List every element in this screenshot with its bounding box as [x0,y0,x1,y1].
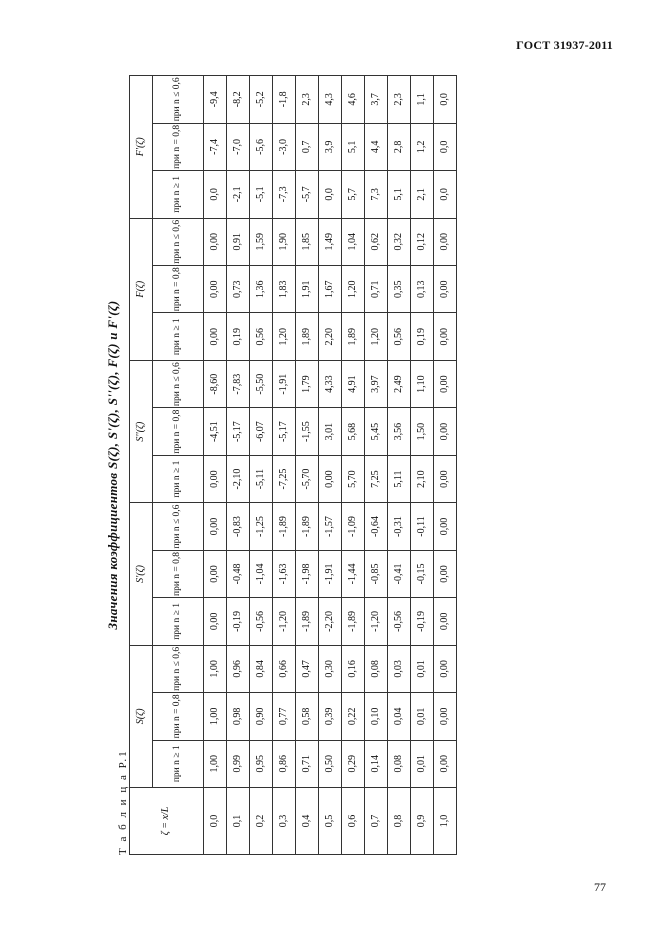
value-cell: 0,50 [319,740,342,787]
value-cell: 0,0 [319,171,342,218]
rotated-table-block [105,75,462,855]
value-cell: -7,3 [273,171,296,218]
value-cell: 0,00 [434,313,457,360]
value-cell: 0,90 [250,693,273,740]
sub-column-header: при n ≥ 1 [153,598,204,645]
value-cell: 1,89 [342,313,365,360]
group-header: S''(ζ) [130,360,153,502]
page-number: 77 [594,880,606,894]
value-cell: -0,11 [411,503,434,550]
zeta-cell: 0,2 [250,788,273,855]
value-cell: 0,56 [250,313,273,360]
value-cell: 0,19 [227,313,250,360]
zeta-cell: 0,5 [319,788,342,855]
value-cell: -0,83 [227,503,250,550]
value-cell: 1,04 [342,218,365,265]
value-cell: 0,01 [411,645,434,692]
value-cell: 0,47 [296,645,319,692]
value-cell: 0,10 [365,693,388,740]
value-cell: 1,00 [204,693,227,740]
value-cell: 0,00 [319,455,342,502]
value-cell: 7,3 [365,171,388,218]
value-cell: 0,00 [204,503,227,550]
value-cell: 5,7 [342,171,365,218]
value-cell: -1,89 [296,598,319,645]
value-cell: -3,0 [273,123,296,170]
value-cell: 0,00 [434,693,457,740]
value-cell: 0,66 [273,645,296,692]
group-header: S(ζ) [130,645,153,787]
value-cell: 4,4 [365,123,388,170]
value-cell: -0,15 [411,550,434,597]
value-cell: 0,58 [296,693,319,740]
sub-column-header: при n ≤ 0,6 [153,360,204,407]
zeta-cell: 0,4 [296,788,319,855]
value-cell: -1,8 [273,76,296,124]
value-cell: -1,89 [342,598,365,645]
value-cell: 0,99 [227,740,250,787]
group-header: S'(ζ) [130,503,153,645]
value-cell: -0,19 [227,598,250,645]
value-cell: 0,0 [434,123,457,170]
table-row [204,76,227,855]
value-cell: 1,2 [411,123,434,170]
value-cell: -1,20 [273,598,296,645]
sub-column-header: при n ≤ 0,6 [153,218,204,265]
value-cell: 0,00 [204,598,227,645]
group-header: F(ζ) [130,218,153,360]
value-cell: -5,1 [250,171,273,218]
table-row [319,76,342,855]
zeta-cell: 0,7 [365,788,388,855]
value-cell: 0,01 [411,740,434,787]
value-cell: 0,13 [411,266,434,313]
value-cell: 1,50 [411,408,434,455]
document-code: ГОСТ 31937-2011 [516,38,613,52]
value-cell: -1,57 [319,503,342,550]
value-cell: -5,50 [250,360,273,407]
value-cell: 1,90 [273,218,296,265]
value-cell: 2,8 [388,123,411,170]
value-cell: 1,20 [342,266,365,313]
value-cell: -9,4 [204,76,227,124]
value-cell: 0,84 [250,645,273,692]
value-cell: -2,20 [319,598,342,645]
value-cell: 0,03 [388,645,411,692]
zeta-cell: 1,0 [434,788,457,855]
table-title: Значения коэффициентов S(ζ), S'(ζ), S''(ζ), F(ζ) и F'(ζ) [105,300,120,630]
value-cell: 1,59 [250,218,273,265]
value-cell: -8,60 [204,360,227,407]
value-cell: -5,11 [250,455,273,502]
value-cell: 0,01 [411,693,434,740]
sub-column-header: при n ≤ 0,6 [153,76,204,124]
zeta-cell: 0,6 [342,788,365,855]
table-row [273,76,296,855]
value-cell: -2,10 [227,455,250,502]
value-cell: 2,1 [411,171,434,218]
table-row [434,76,457,855]
value-cell: 0,00 [204,455,227,502]
value-cell: 1,91 [296,266,319,313]
value-cell: -7,83 [227,360,250,407]
value-cell: 2,20 [319,313,342,360]
value-cell: -0,85 [365,550,388,597]
value-cell: -5,17 [227,408,250,455]
value-cell: 0,00 [434,645,457,692]
value-cell: -0,41 [388,550,411,597]
value-cell: 0,35 [388,266,411,313]
value-cell: 0,30 [319,645,342,692]
value-cell: 5,11 [388,455,411,502]
value-cell: -1,09 [342,503,365,550]
value-cell: -1,20 [365,598,388,645]
value-cell: 0,00 [434,740,457,787]
value-cell: 1,20 [273,313,296,360]
value-cell: -5,2 [250,76,273,124]
value-cell: 0,19 [411,313,434,360]
value-cell: 2,49 [388,360,411,407]
value-cell: -1,91 [273,360,296,407]
first-column-header: ζ = x/L [130,788,204,855]
value-cell: -1,25 [250,503,273,550]
sub-column-header: при n = 0,8 [153,550,204,597]
value-cell: -1,44 [342,550,365,597]
value-cell: 0,16 [342,645,365,692]
sub-column-header: при n = 0,8 [153,408,204,455]
value-cell: 5,70 [342,455,365,502]
group-header: F'(ζ) [130,76,153,219]
value-cell: 0,39 [319,693,342,740]
value-cell: 0,04 [388,693,411,740]
value-cell: 5,45 [365,408,388,455]
value-cell: 0,08 [365,645,388,692]
value-cell: 0,08 [388,740,411,787]
value-cell: -0,56 [388,598,411,645]
value-cell: 0,00 [434,218,457,265]
value-cell: -5,17 [273,408,296,455]
value-cell: 2,10 [411,455,434,502]
value-cell: 0,0 [204,171,227,218]
zeta-cell: 0,3 [273,788,296,855]
value-cell: 0,00 [434,455,457,502]
value-cell: 7,25 [365,455,388,502]
sub-column-header: при n = 0,8 [153,693,204,740]
value-cell: 0,71 [365,266,388,313]
zeta-cell: 0,0 [204,788,227,855]
value-cell: 1,36 [250,266,273,313]
zeta-cell: 0,9 [411,788,434,855]
table-label: Т а б л и ц а Р.1 [117,749,129,855]
value-cell: 1,00 [204,645,227,692]
value-cell: 0,32 [388,218,411,265]
value-cell: -5,6 [250,123,273,170]
value-cell: 0,00 [434,360,457,407]
value-cell: 0,7 [296,123,319,170]
value-cell: 3,97 [365,360,388,407]
table-row [227,76,250,855]
value-cell: 0,00 [204,550,227,597]
value-cell: -8,2 [227,76,250,124]
table-row [388,76,411,855]
value-cell: 0,98 [227,693,250,740]
value-cell: 1,89 [296,313,319,360]
table-row [365,76,388,855]
value-cell: -1,98 [296,550,319,597]
value-cell: -2,1 [227,171,250,218]
value-cell: 2,3 [296,76,319,124]
value-cell: -1,89 [296,503,319,550]
value-cell: 4,91 [342,360,365,407]
value-cell: 1,79 [296,360,319,407]
value-cell: 5,68 [342,408,365,455]
value-cell: 1,83 [273,266,296,313]
value-cell: -4,51 [204,408,227,455]
zeta-cell: 0,1 [227,788,250,855]
value-cell: -7,0 [227,123,250,170]
value-cell: 0,95 [250,740,273,787]
value-cell: 0,00 [204,266,227,313]
value-cell: 1,20 [365,313,388,360]
value-cell: 1,10 [411,360,434,407]
value-cell: 0,00 [204,218,227,265]
value-cell: 3,56 [388,408,411,455]
table-row [296,76,319,855]
value-cell: -1,89 [273,503,296,550]
value-cell: 0,86 [273,740,296,787]
sub-column-header: при n ≥ 1 [153,455,204,502]
value-cell: 3,7 [365,76,388,124]
value-cell: 3,9 [319,123,342,170]
value-cell: 4,33 [319,360,342,407]
value-cell: -1,04 [250,550,273,597]
value-cell: 0,96 [227,645,250,692]
value-cell: 5,1 [388,171,411,218]
value-cell: 0,91 [227,218,250,265]
table-row [250,76,273,855]
sub-column-header: при n ≤ 0,6 [153,503,204,550]
value-cell: -0,48 [227,550,250,597]
value-cell: -0,19 [411,598,434,645]
value-cell: 0,22 [342,693,365,740]
value-cell: 1,00 [204,740,227,787]
value-cell: 0,00 [204,313,227,360]
value-cell: 4,6 [342,76,365,124]
value-cell: 0,00 [434,503,457,550]
sub-column-header: при n ≥ 1 [153,313,204,360]
value-cell: 0,00 [434,550,457,597]
table-row [411,76,434,855]
value-cell: 0,29 [342,740,365,787]
value-cell: 2,3 [388,76,411,124]
value-cell: 1,67 [319,266,342,313]
value-cell: 0,0 [434,171,457,218]
value-cell: 0,14 [365,740,388,787]
value-cell: -7,4 [204,123,227,170]
value-cell: -0,31 [388,503,411,550]
value-cell: -1,91 [319,550,342,597]
coefficients-table [129,75,457,855]
value-cell: 0,62 [365,218,388,265]
value-cell: -1,63 [273,550,296,597]
value-cell: 5,1 [342,123,365,170]
table-row [342,76,365,855]
sub-column-header: при n ≥ 1 [153,740,204,787]
value-cell: -1,55 [296,408,319,455]
zeta-cell: 0,8 [388,788,411,855]
value-cell: 3,01 [319,408,342,455]
value-cell: 4,3 [319,76,342,124]
value-cell: 1,49 [319,218,342,265]
value-cell: 0,00 [434,408,457,455]
sub-column-header: при n = 0,8 [153,266,204,313]
value-cell: -7,25 [273,455,296,502]
value-cell: -5,70 [296,455,319,502]
value-cell: 0,56 [388,313,411,360]
value-cell: 0,73 [227,266,250,313]
sub-column-header: при n ≤ 0,6 [153,645,204,692]
value-cell: 0,77 [273,693,296,740]
value-cell: 1,85 [296,218,319,265]
value-cell: 0,12 [411,218,434,265]
value-cell: 0,71 [296,740,319,787]
value-cell: 0,0 [434,76,457,124]
value-cell: 1,1 [411,76,434,124]
value-cell: -0,56 [250,598,273,645]
sub-column-header: при n ≥ 1 [153,171,204,218]
sub-column-header: при n = 0,8 [153,123,204,170]
value-cell: 0,00 [434,266,457,313]
value-cell: -6,07 [250,408,273,455]
value-cell: 0,00 [434,598,457,645]
value-cell: -0,64 [365,503,388,550]
value-cell: -5,7 [296,171,319,218]
